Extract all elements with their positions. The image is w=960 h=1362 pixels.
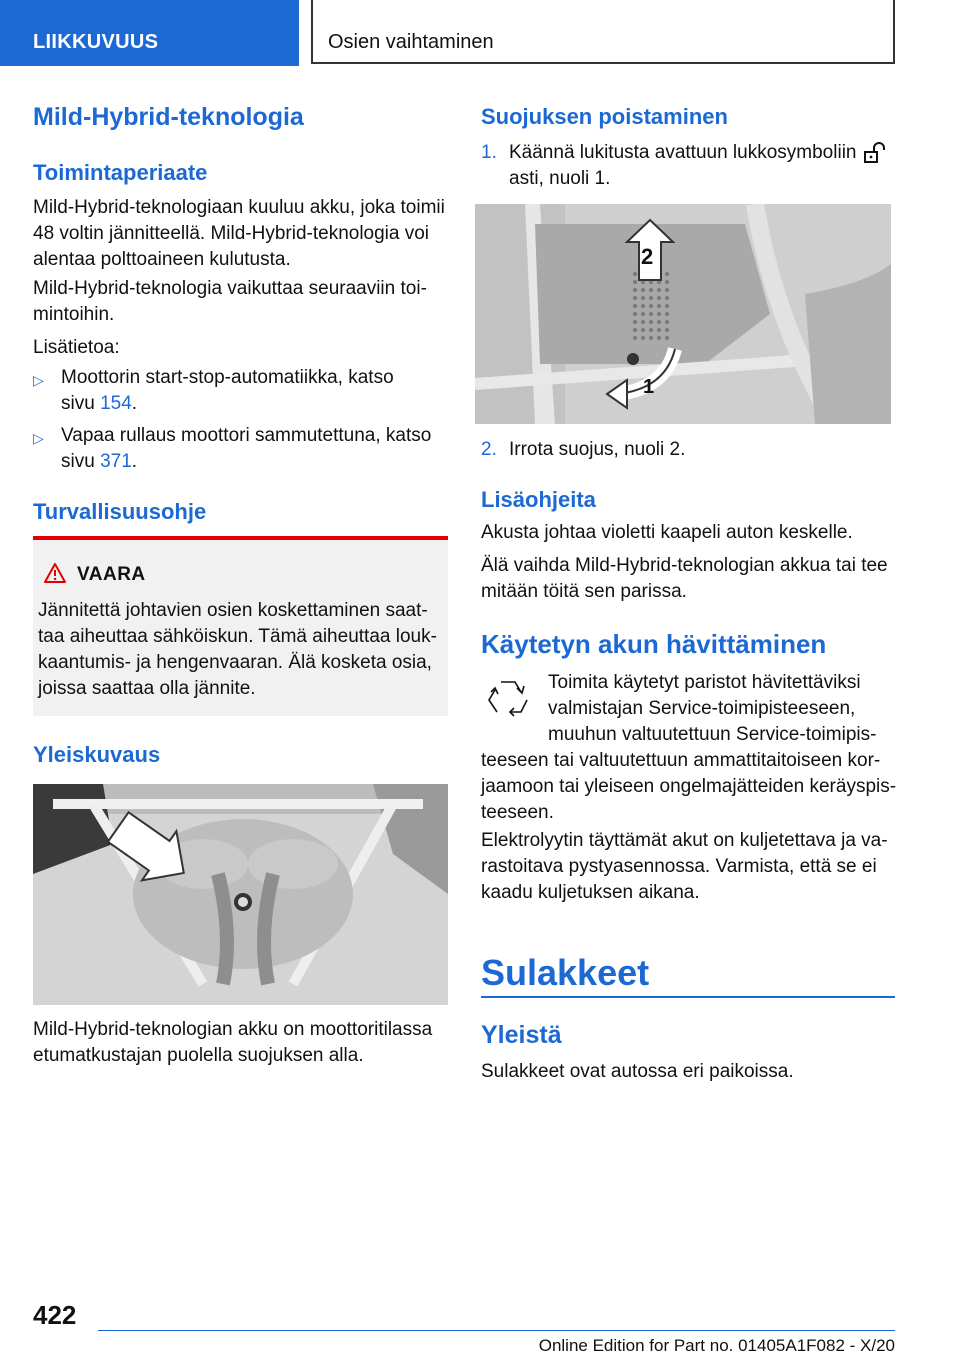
text-line: teeseen tai valtuutettuun ammattitaitoiseen kor- <box>481 750 881 771</box>
footer-rule <box>98 1330 895 1331</box>
affects-text <box>33 276 427 328</box>
text-line: Mild-Hybrid-teknologia vaikuttaa seuraaviin toi- <box>33 278 427 299</box>
text-line: 48 voltin jännitteellä. Mild-Hybrid-teknologia voi <box>33 223 430 244</box>
step-text: asti, nuoli 1. <box>509 168 611 189</box>
cover-removal-illustration <box>475 204 891 424</box>
engine-bay-illustration <box>33 784 448 1005</box>
step-1 <box>481 140 895 194</box>
arrow-label-2: 2 <box>641 244 654 269</box>
bullet-text: Vapaa rullaus moottori sammutettuna, katso <box>61 425 432 446</box>
text-line: teeseen. <box>481 802 554 823</box>
page-link-154[interactable]: 154 <box>100 393 132 414</box>
heading-remove-cover: Suojuksen poistaminen <box>481 104 728 129</box>
bullet-item <box>33 365 448 421</box>
general-text: Sulakkeet ovat autossa eri paikoissa. <box>481 1061 794 1082</box>
text-line: muuhun valtuutettuun Service-toimipis- <box>548 724 877 745</box>
warning-text <box>38 598 437 702</box>
text-line: alentaa polttoaineen kulutusta. <box>33 249 291 270</box>
text-line: jaamoon tai yleiseen ongelmajätteiden keräyspis- <box>481 776 897 797</box>
text-line: valmistajan Service-toimipisteeseen, <box>548 698 856 719</box>
bullet-page-ref <box>61 391 137 417</box>
disposal-text <box>481 748 896 826</box>
text-line: etumatkustajan puolella suojuksen alla. <box>33 1045 364 1066</box>
text-line: Jännitettä johtavien osien koskettaminen saat- <box>38 600 428 621</box>
text-line: mitään töitä sen parissa. <box>481 581 687 602</box>
unlocked-lock-icon <box>863 142 887 164</box>
overview-text <box>33 1017 432 1069</box>
bullet-suffix: . <box>131 451 138 472</box>
warning-label: VAARA <box>77 564 146 585</box>
step-number: 1. <box>481 142 497 163</box>
heading-safety: Turvallisuusohje <box>33 499 207 524</box>
bullet-triangle-icon: ▷ <box>33 430 44 446</box>
step-2 <box>481 437 895 463</box>
bullet-prefix: sivu <box>61 451 101 472</box>
extra-notes-text <box>481 520 888 605</box>
heading-battery-disposal: Käytetyn akun hävittäminen <box>481 629 827 659</box>
heading-extra-notes: Lisäohjeita <box>481 487 596 512</box>
text-line: mintoihin. <box>33 304 115 325</box>
text-line: joissa saattaa olla jännite. <box>38 678 256 699</box>
engine-bay-photo <box>33 784 448 1005</box>
text-line: Elektrolyytin täyttämät akut on kuljetettava ja va- <box>481 830 888 851</box>
bullet-item <box>33 423 448 479</box>
text-line: kaantumis- ja hengenvaaran. Älä kosketa osia, <box>38 652 432 673</box>
transport-text <box>481 828 888 906</box>
text-line: rastoitava pystyasennossa. Varmista, että se ei <box>481 856 877 877</box>
text-line: taa aiheuttaa sähköiskun. Tämä aiheuttaa louk- <box>38 626 437 647</box>
warning-triangle-icon <box>43 562 67 584</box>
recycling-icon <box>483 676 533 724</box>
footer-edition: Online Edition for Part no. 01405A1F082 - X/20 <box>538 1336 895 1355</box>
page-header-title: Osien vaihtaminen <box>311 0 895 64</box>
bullet-text: Moottorin start-stop-automatiikka, katso <box>61 367 394 388</box>
text-line: kaadu kuljetuksen aikana. <box>481 882 700 903</box>
heading-mild-hybrid: Mild-Hybrid-teknologia <box>33 103 304 131</box>
heading-general: Yleistä <box>481 1021 562 1049</box>
more-info-label: Lisätietoa: <box>33 337 120 358</box>
heading-principle: Toimintaperiaate <box>33 160 208 185</box>
text-line: Älä vaihda Mild-Hybrid-teknologian akkua tai tee <box>481 555 888 576</box>
bullet-suffix: . <box>131 393 138 414</box>
section-tab[interactable]: LIIKKUVUUS <box>0 0 299 66</box>
page-number: 422 <box>33 1300 77 1330</box>
text-line: Toimita käytetyt paristot hävitettäviksi <box>548 672 861 693</box>
cover-removal-photo <box>475 204 891 424</box>
warning-box <box>33 540 448 716</box>
heading-fuses: Sulakkeet <box>481 952 650 993</box>
text-line: Mild-Hybrid-teknologiaan kuuluu akku, joka toimii <box>33 197 445 218</box>
step-text: Käännä lukitusta avattuun lukkosymboliin <box>509 142 857 163</box>
principle-text <box>33 195 445 273</box>
step-number: 2. <box>481 439 497 460</box>
bullet-triangle-icon: ▷ <box>33 372 44 388</box>
step-text: Irrota suojus, nuoli 2. <box>509 439 686 460</box>
text-line: Mild-Hybrid-teknologian akku on moottoritilassa <box>33 1019 433 1040</box>
arrow-label-1: 1 <box>643 376 655 398</box>
bullet-prefix: sivu <box>61 393 101 414</box>
fuses-rule <box>481 996 895 998</box>
page-link-371[interactable]: 371 <box>100 451 132 472</box>
heading-overview: Yleiskuvaus <box>33 742 161 767</box>
bullet-page-ref <box>61 449 137 475</box>
text-line: Akusta johtaa violetti kaapeli auton keskelle. <box>481 522 853 543</box>
disposal-text-indented <box>548 670 876 748</box>
